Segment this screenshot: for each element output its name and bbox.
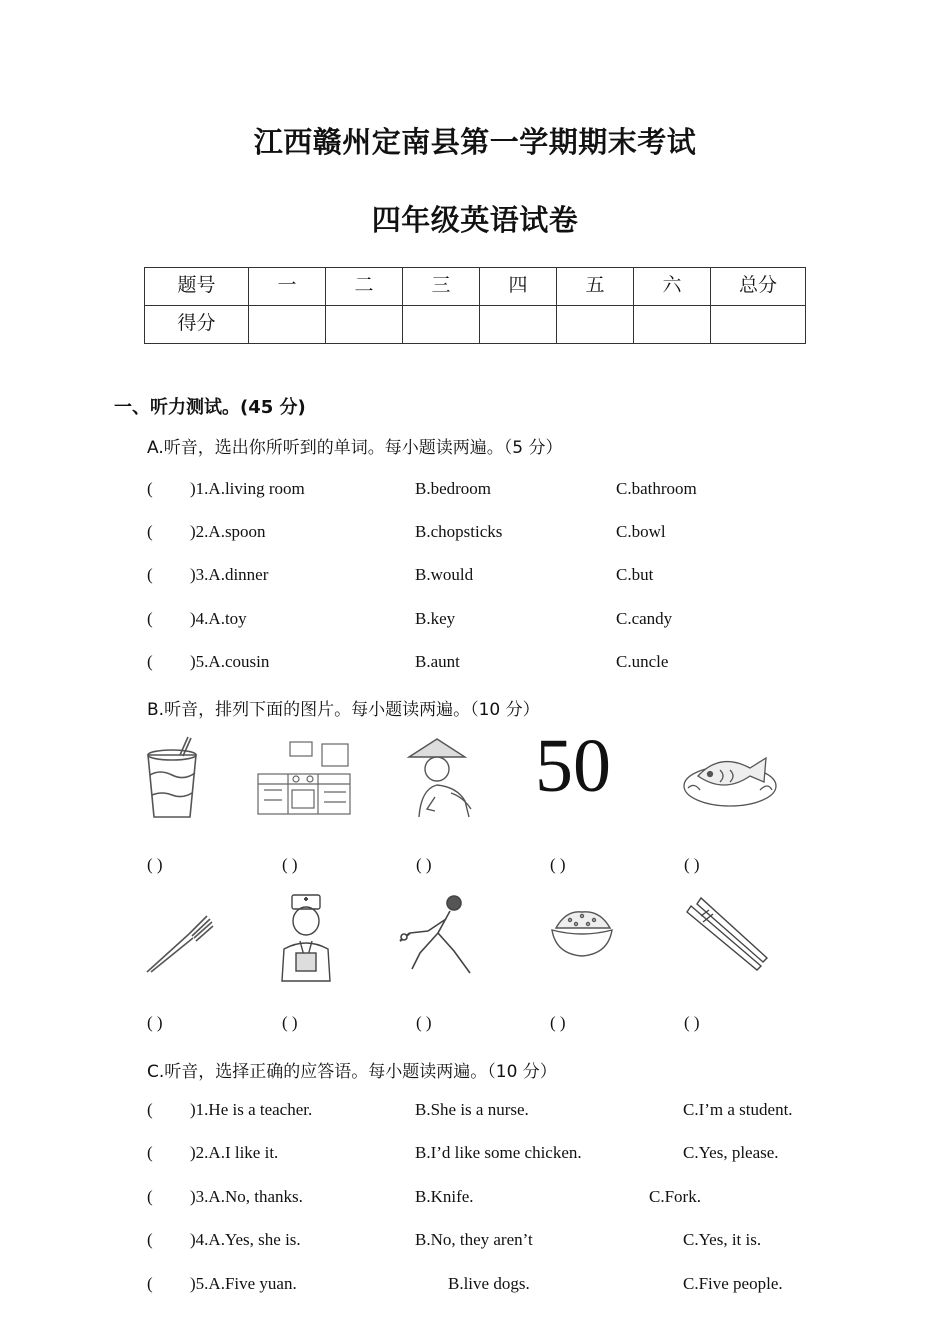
answer-blank[interactable]: ( ): [684, 855, 700, 874]
answer-blank[interactable]: ( ): [147, 1013, 163, 1032]
option-a: )2.A.I like it.: [190, 1143, 279, 1162]
option-c: C.but: [616, 565, 654, 584]
answer-blank[interactable]: ( ): [282, 855, 298, 874]
score-cell: 六: [634, 268, 711, 306]
part-b-instruction: B.听音，排列下面的图片。每小题读两遍。（10 分）: [147, 700, 540, 720]
answer-paren[interactable]: (: [147, 565, 153, 584]
option-c: C.I’m a student.: [683, 1100, 793, 1119]
option-b: B.would: [415, 565, 474, 584]
option-b: B.chopsticks: [415, 522, 503, 541]
exam-title: 江西赣州定南县第一学期期末考试: [253, 125, 697, 159]
option-b: B.Knife.: [415, 1187, 474, 1206]
option-a: )3.A.dinner: [190, 565, 269, 584]
score-cell: 得分: [145, 306, 249, 344]
number-50: 50: [535, 724, 611, 808]
option-c: C.Five people.: [683, 1274, 783, 1293]
answer-paren[interactable]: (: [147, 1187, 153, 1206]
option-b: B.I’d like some chicken.: [415, 1143, 582, 1162]
option-b: B.She is a nurse.: [415, 1100, 529, 1119]
option-c: C.uncle: [616, 652, 669, 671]
score-table-header-row: [145, 268, 806, 306]
score-input-cell[interactable]: [403, 306, 480, 344]
part-a-instruction: A.听音，选出你所听到的单词。每小题读两遍。（5 分）: [147, 438, 563, 458]
answer-paren[interactable]: (: [147, 1143, 153, 1162]
answer-blank[interactable]: ( ): [282, 1013, 298, 1032]
score-input-cell[interactable]: [711, 306, 806, 344]
option-c: C.bathroom: [616, 479, 697, 498]
option-a: )5.A.cousin: [190, 652, 270, 671]
answer-blank[interactable]: ( ): [550, 855, 566, 874]
answer-paren[interactable]: (: [147, 1230, 153, 1249]
option-a: )4.A.Yes, she is.: [190, 1230, 301, 1249]
answer-blank[interactable]: ( ): [550, 1013, 566, 1032]
answer-paren[interactable]: (: [147, 479, 153, 498]
option-b: B.No, they aren’t: [415, 1230, 533, 1249]
score-cell: 总分: [711, 268, 806, 306]
score-cell: 一: [249, 268, 326, 306]
rice-bowl-icon: [548, 908, 616, 960]
option-a: )2.A.spoon: [190, 522, 266, 541]
answer-blank[interactable]: ( ): [416, 1013, 432, 1032]
answer-blank[interactable]: ( ): [416, 855, 432, 874]
option-c: C.candy: [616, 609, 673, 628]
answer-paren[interactable]: (: [147, 652, 153, 671]
fork-icon: [143, 912, 215, 976]
option-c: C.bowl: [616, 522, 666, 541]
answer-paren[interactable]: (: [147, 1274, 153, 1293]
section-heading: 一、听力测试。(45 分): [114, 397, 306, 418]
answer-paren[interactable]: (: [147, 1100, 153, 1119]
drink-cup-icon: [140, 735, 210, 823]
answer-paren[interactable]: (: [147, 522, 153, 541]
option-a: )1.A.living room: [190, 479, 305, 498]
score-cell: 二: [326, 268, 403, 306]
score-input-cell[interactable]: [557, 306, 634, 344]
score-input-cell[interactable]: [326, 306, 403, 344]
doctor-icon: [278, 893, 334, 983]
score-input-cell[interactable]: [480, 306, 557, 344]
option-b: B.aunt: [415, 652, 460, 671]
score-cell: 题号: [145, 268, 249, 306]
answer-paren[interactable]: (: [147, 609, 153, 628]
score-cell: 四: [480, 268, 557, 306]
answer-blank[interactable]: ( ): [684, 1013, 700, 1032]
option-c: C.Fork.: [649, 1187, 701, 1206]
score-cell: 五: [557, 268, 634, 306]
fish-dish-icon: [680, 742, 780, 812]
option-a: )1.He is a teacher.: [190, 1100, 313, 1119]
option-b: B.bedroom: [415, 479, 492, 498]
score-input-cell[interactable]: [249, 306, 326, 344]
option-b: B.live dogs.: [448, 1274, 530, 1293]
score-table: [144, 267, 806, 344]
option-a: )3.A.No, thanks.: [190, 1187, 303, 1206]
baseball-player-icon: [398, 893, 484, 979]
option-a: )4.A.toy: [190, 609, 247, 628]
part-c-instruction: C.听音，选择正确的应答语。每小题读两遍。（10 分）: [147, 1062, 557, 1082]
farmer-icon: [405, 737, 485, 819]
option-a: )5.A.Five yuan.: [190, 1274, 297, 1293]
option-b: B.key: [415, 609, 456, 628]
score-table-score-row: [145, 306, 806, 344]
score-cell: 三: [403, 268, 480, 306]
kitchen-icon: [256, 740, 352, 818]
option-c: C.Yes, it is.: [683, 1230, 762, 1249]
chopsticks-icon: [683, 900, 767, 976]
answer-blank[interactable]: ( ): [147, 855, 163, 874]
option-c: C.Yes, please.: [683, 1143, 779, 1162]
exam-subtitle: 四年级英语试卷: [371, 203, 579, 237]
score-input-cell[interactable]: [634, 306, 711, 344]
